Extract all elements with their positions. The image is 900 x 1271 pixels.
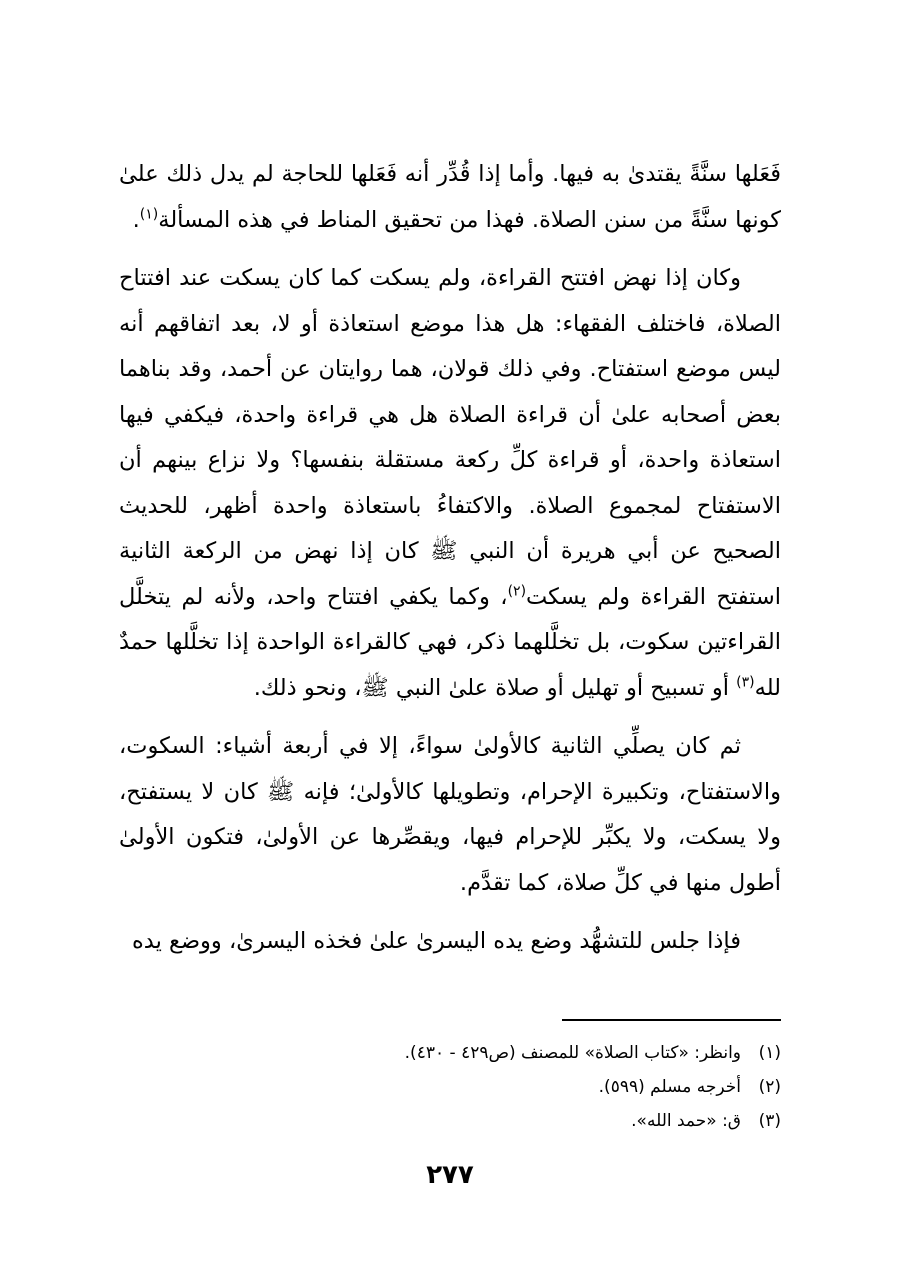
footnote-ref-1: (١) bbox=[139, 206, 159, 222]
footnote-2-number: (٢) bbox=[758, 1077, 781, 1097]
footnote-ref-3: (٣) bbox=[736, 674, 755, 690]
paragraph-2 bbox=[119, 256, 781, 711]
paragraph-4: فإذا جلس للتشهُّد وضع يده اليسرىٰ علىٰ فخذه اليسرىٰ، ووضع يده bbox=[131, 928, 741, 954]
footnote-2 bbox=[119, 1070, 781, 1104]
footnote-3-number: (٣) bbox=[758, 1111, 781, 1131]
footnote-3-text: ق: «حمد الله». bbox=[631, 1111, 741, 1131]
paragraph-1-end: . bbox=[132, 206, 140, 233]
footnote-2-text: أخرجه مسلم (٥٩٩). bbox=[598, 1077, 741, 1097]
footnote-ref-2: (٢) bbox=[507, 583, 527, 599]
footnote-3 bbox=[119, 1104, 781, 1138]
footnote-1-number: (١) bbox=[758, 1043, 781, 1063]
main-text bbox=[119, 152, 781, 978]
paragraph-2-text-b: ، وكما يكفي افتتاح واحد، ولأنه لم يتخلَّل القراءتين سكوت، بل تخلَّلهما ذكر، فهي كالقراءة الواحدة إذا تخلَّلها حمدٌ لله bbox=[119, 583, 781, 701]
footnotes bbox=[119, 1036, 781, 1138]
footnote-1 bbox=[119, 1036, 781, 1070]
paragraph-1 bbox=[119, 152, 781, 243]
page-number: ٢٧٧ bbox=[426, 1160, 474, 1190]
footnote-separator bbox=[562, 1019, 781, 1021]
paragraph-3: ثم كان يصلِّي الثانية كالأولىٰ سواءً، إلا في أربعة أشياء: السكوت، والاستفتاح، وتكبيرة الإحرام، وتطويلها كالأولىٰ؛ فإنه ﷺ كان لا يستفتح، ولا يسكت، ولا يكبِّر للإحرام فيها، ويقصِّرها عن الأولىٰ، فتكون الأولىٰ أطول منها في كلِّ صلاة، كما تقدَّم. bbox=[119, 733, 781, 896]
footnote-1-text: وانظر: «كتاب الصلاة» للمصنف (ص٤٢٩ - ٤٣٠). bbox=[404, 1043, 741, 1063]
paragraph-1-text: فَعَلها سنَّةً يقتدىٰ به فيها. وأما إذا قُدِّر أنه فَعَلها للحاجة لم يدل ذلك علىٰ كونها سنَّةً من سنن الصلاة. فهذا من تحقيق المناط في هذه المسألة bbox=[119, 161, 781, 233]
paragraph-2-text-c: أو تسبيح أو تهليل أو صلاة علىٰ النبي ﷺ، ونحو ذلك. bbox=[253, 674, 737, 701]
paragraph-2-text-a: وكان إذا نهض افتتح القراءة، ولم يسكت كما كان يسكت عند افتتاح الصلاة، فاختلف الفقهاء: هل هذا موضع استعاذة أو لا، بعد اتفاقهم أنه ليس موضع استفتاح. وفي ذلك قولان، هما روايتان عن أحمد، وقد بناهما بعض أصحابه علىٰ أن قراءة الصلاة هل هي قراءة واحدة، فيكفي فيها استعاذة واحدة، أو قراءة كلِّ ركعة مستقلة بنفسها؟ ولا نزاع بينهم أن الاستفتاح لمجموع الصلاة. والاكتفاءُ باستعاذة واحدة أظهر، للحديث الصحيح عن أبي هريرة أن النبي ﷺ كان إذا نهض من الركعة الثانية استفتح القراءة ولم يسكت bbox=[119, 265, 781, 610]
